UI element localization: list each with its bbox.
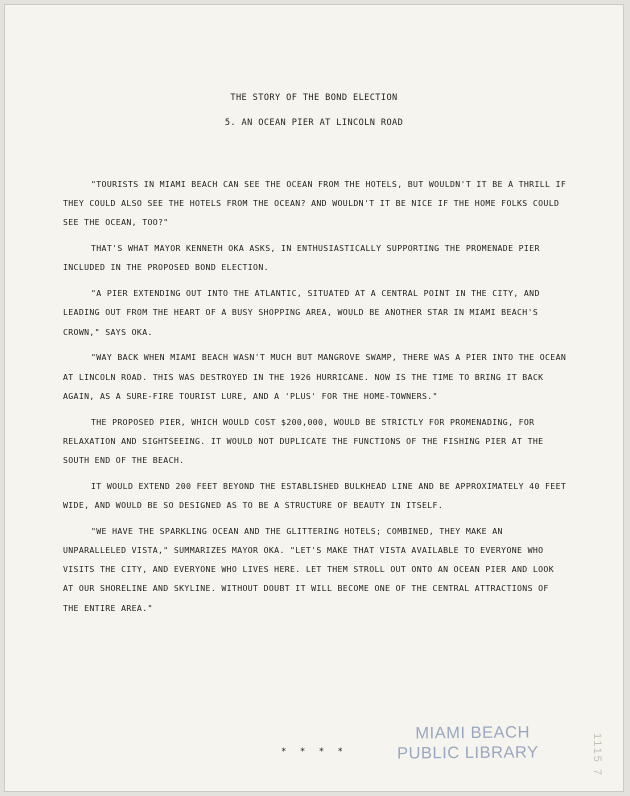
- paragraph: IT WOULD EXTEND 200 FEET BEYOND THE ESTABLISHED BULKHEAD LINE AND BE APPROXIMATELY 40 FEET WIDE, AND WOULD BE SO DESIGNED AS TO BE A STRUCTURE OF BEAUTY IN ITSELF.: [63, 480, 567, 511]
- paragraph: "A PIER EXTENDING OUT INTO THE ATLANTIC, SITUATED AT A CENTRAL POINT IN THE CITY, AND LEADING OUT FROM THE HEART OF A BUSY SHOPPING AREA, WOULD BE ANOTHER STAR IN MIAMI BEACH'S CROWN," SAYS OKA.: [63, 288, 540, 337]
- paragraph: "WE HAVE THE SPARKLING OCEAN AND THE GLITTERING HOTELS; COMBINED, THEY MAKE AN UNPARALLELED VISTA," SUMMARIZES MAYOR OKA. "LET'S MAKE THAT VISTA AVAILABLE TO EVERYONE WHO VISITS THE CITY, AND EVERYONE WHO LIVES HERE. LET THEM STROLL OUT ONTO AN OCEAN PIER AND LOOK AT OUR SHORELINE AND SKYLINE. WITHOUT DOUBT IT WILL BECOME ONE OF THE CENTRAL ATTRACTIONS OF THE ENTIRE AREA.": [63, 525, 554, 613]
- document-title: THE STORY OF THE BOND ELECTION: [230, 93, 398, 103]
- document-page: [4, 4, 624, 792]
- paragraph: "WAY BACK WHEN MIAMI BEACH WASN'T MUCH BUT MANGROVE SWAMP, THERE WAS A PIER INTO THE OCEAN AT LINCOLN ROAD. THIS WAS DESTROYED IN THE 1926 HURRICANE. NOW IS THE TIME TO BRING IT BACK AGAIN, AS A SURE-FIRE TOURIST LURE, AND A 'PLUS' FOR THE HOME-TOWNERS.": [63, 352, 567, 401]
- paragraph: THAT'S WHAT MAYOR KENNETH OKA ASKS, IN ENTHUSIASTICALLY SUPPORTING THE PROMENADE PIER INCLUDED IN THE PROPOSED BOND ELECTION.: [63, 243, 540, 273]
- document-body: [63, 175, 569, 624]
- end-mark: * * * *: [281, 747, 347, 757]
- paragraph: "TOURISTS IN MIAMI BEACH CAN SEE THE OCEAN FROM THE HOTELS, BUT WOULDN'T IT BE A THRILL IF THEY COULD ALSO SEE THE HOTELS FROM THE OCEAN? AND WOULDN'T IT BE NICE IF THE HOME FOLKS COULD SEE THE OCEAN, TOO?": [63, 179, 567, 228]
- stamp-line-2: PUBLIC LIBRARY: [397, 743, 539, 763]
- margin-note: 1115 7: [591, 732, 604, 778]
- document-subtitle: 5. AN OCEAN PIER AT LINCOLN ROAD: [224, 118, 404, 128]
- stamp-line-1: MIAMI BEACH: [415, 723, 531, 743]
- paragraph: THE PROPOSED PIER, WHICH WOULD COST $200,000, WOULD BE STRICTLY FOR PROMENADING, FOR RELAXATION AND SIGHTSEEING. IT WOULD NOT DUPLICATE THE FUNCTIONS OF THE FISHING PIER AT THE SOUTH END OF THE BEACH.: [63, 416, 544, 466]
- library-stamp: [397, 722, 539, 763]
